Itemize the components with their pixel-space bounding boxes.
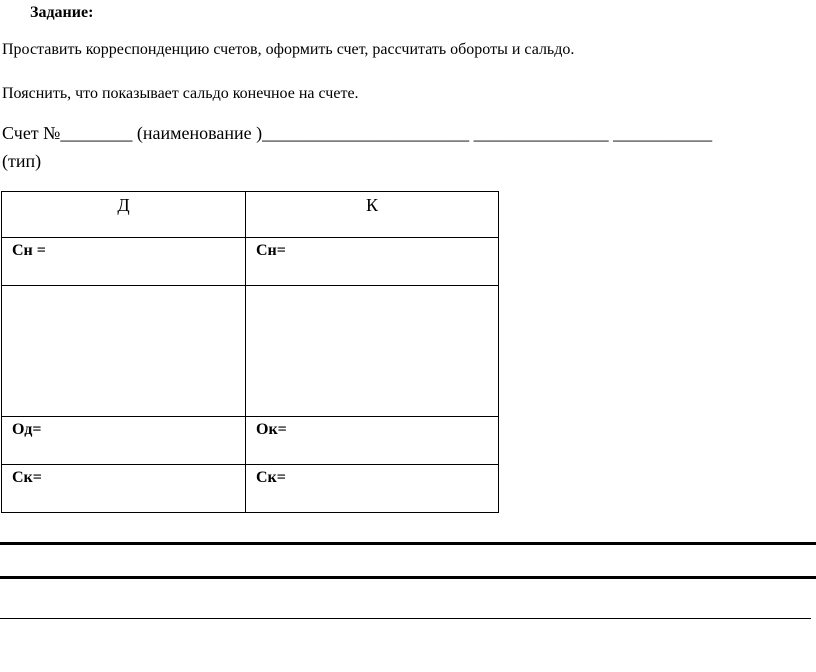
answer-line-3 <box>0 618 811 619</box>
credit-turnover: Ок= <box>246 417 499 465</box>
debit-turnover: Од= <box>2 417 246 465</box>
credit-header: К <box>246 192 499 238</box>
task-instruction-1: Проставить корреспонденцию счетов, оформить счет, рассчитать обороты и сальдо. <box>2 41 575 58</box>
credit-entries-cell <box>246 286 499 417</box>
answer-line-2 <box>0 576 816 579</box>
turnover-row <box>2 417 499 465</box>
opening-balance-credit: Сн= <box>246 238 499 286</box>
opening-balance-debit: Сн = <box>2 238 246 286</box>
closing-balance-debit: Ск= <box>2 465 246 513</box>
entries-row <box>2 286 499 417</box>
task-title: Задание: <box>30 4 94 21</box>
t-account-table <box>1 191 499 513</box>
closing-balance-credit: Ск= <box>246 465 499 513</box>
closing-balance-row <box>2 465 499 513</box>
account-header-line: Счет №________ (наименование )_______________________ _______________ ___________ <box>2 123 713 143</box>
task-instruction-2: Пояснить, что показывает сальдо конечное на счете. <box>2 85 359 102</box>
opening-balance-row <box>2 238 499 286</box>
answer-line-1 <box>0 542 816 545</box>
account-type-label: (тип) <box>2 151 42 171</box>
debit-header: Д <box>2 192 246 238</box>
debit-entries-cell <box>2 286 246 417</box>
ledger-header-row <box>2 192 499 238</box>
